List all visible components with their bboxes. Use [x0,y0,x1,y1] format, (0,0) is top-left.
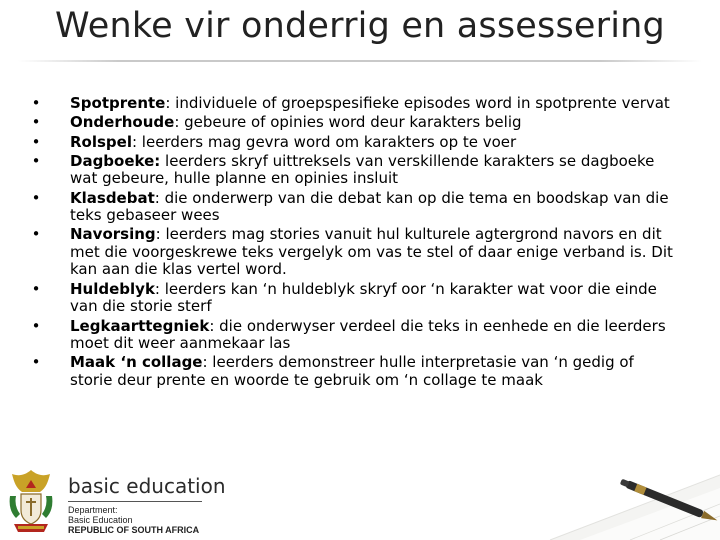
bullet-item-collage [30,354,680,389]
bullet-text: leerders skryf uittreksels van verskillende karakters se dagboeke wat gebeure, hulle planne en opinies insluit [70,151,655,188]
bullet-text: : die onderwyser verdeel die teks in eenhede en die leerders moet dit weer aanmekaar las [70,316,666,353]
bullet-item-huldeblyk [30,281,680,316]
bullet-dot: • [31,188,41,207]
department-line-2: Basic Education [68,515,133,525]
bullet-term: Navorsing [70,225,156,244]
department-label [68,505,199,535]
bullet-item-klasdebat [30,190,680,225]
bullet-dot: • [31,353,41,372]
bullet-term: Spotprente [70,94,166,112]
bullet-dot: • [31,132,41,151]
title-divider [18,60,702,62]
bullet-item-rolspel [30,134,680,152]
bullet-text: : individuele of groepspesifieke episodes word in spotprente vervat [165,94,670,112]
bullet-item-legkaarttegniek [30,318,680,353]
bullet-text: : die onderwerp van die debat kan op die tema en boodskap van die teks gebaseer wees [70,188,669,225]
bullet-text: : gebeure of opinies word deur karakters belig [174,113,522,132]
bullet-dot: • [31,94,41,112]
bullet-dot: • [31,316,41,335]
bullet-term: Klasdebat [70,188,155,207]
bullet-dot: • [31,225,41,244]
brand-divider [68,501,202,502]
bullet-dot: • [31,151,41,170]
slide-title: Wenke vir onderrig en assessering [55,6,665,46]
bullet-item-onderhoude [30,114,680,132]
bullet-term: Rolspel [70,132,132,151]
bullet-item-navorsing [30,226,680,279]
bullet-item-spotprente [30,95,680,113]
bullet-term: Dagboeke: [70,151,161,170]
bullet-text: : leerders mag stories vanuit hul kulturele agtergrond navors en dit met die voorgeskrewe teks vergelyk om vas te stel of daar enige verband is. Dit kan aan die klas vertel word. [70,225,673,279]
bullet-dot: • [31,279,41,298]
south-africa-coat-of-arms-icon [4,466,58,536]
bullet-term: Legkaarttegniek [70,316,210,335]
bullet-text: : leerders mag gevra word om karakters op te voer [131,132,517,151]
bullet-item-dagboeke [30,153,680,188]
footer-logo [0,462,720,540]
department-line-3: REPUBLIC OF SOUTH AFRICA [68,525,200,535]
bullet-term: Onderhoude [70,113,175,132]
bullet-dot: • [31,113,41,132]
bullet-term: Huldeblyk [70,279,155,298]
bullet-text: : leerders demonstreer hulle interpretasie van ‘n gedig of storie deur prente en woorde te gebruik om ‘n collage te maak [70,353,634,389]
bullet-list [30,95,680,391]
bullet-term: Maak ‘n collage [70,353,203,372]
brand-name: basic education [68,474,226,498]
department-line-1: Department: [68,505,118,515]
bullet-text: : leerders kan ‘n huldeblyk skryf oor ‘n karakter wat voor die einde van die storie sterf [70,279,657,316]
